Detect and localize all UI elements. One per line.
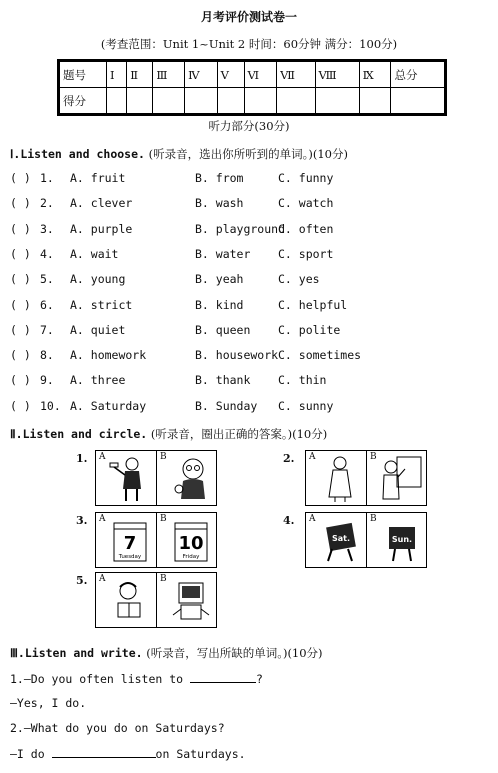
option-letter: A xyxy=(99,514,106,524)
score-cell: Ⅸ xyxy=(359,61,391,88)
picture-3-option-b[interactable] xyxy=(156,513,217,567)
sun-tag: Sun. xyxy=(391,535,413,544)
section-1-instruction: (听录音，选出你所听到的单词。)(10分) xyxy=(148,147,348,161)
girl-reading-icon xyxy=(108,577,152,625)
answer-paren[interactable]: ( ) xyxy=(10,221,31,236)
option-b: B. housework xyxy=(195,348,279,363)
answer-paren[interactable]: ( ) xyxy=(10,196,31,211)
option-b: B. yeah xyxy=(195,272,244,287)
answer-paren[interactable]: ( ) xyxy=(10,348,31,363)
option-b: B. thank xyxy=(195,373,251,388)
option-b: B. kind xyxy=(195,297,244,312)
option-letter: B xyxy=(370,452,377,462)
write-line-3 xyxy=(10,721,225,735)
option-b: B. wash xyxy=(195,196,244,211)
page-title: 月考评价测试卷一 xyxy=(200,10,297,24)
teacher-board-icon xyxy=(379,455,423,503)
option-b: B. playground xyxy=(195,221,286,236)
write-line-4-end: on Saturdays. xyxy=(155,747,246,761)
calendar-icon xyxy=(169,517,213,565)
picture-2-option-b[interactable] xyxy=(366,451,427,505)
girl-icon xyxy=(318,455,362,503)
question-number: 9. xyxy=(40,373,54,388)
section-1-heading xyxy=(10,146,348,162)
question-number: 10. xyxy=(40,398,61,413)
picture-1-label: 1. xyxy=(76,452,88,465)
score-cell: 总分 xyxy=(391,61,446,88)
section-1-title: Ⅰ.Listen and choose. xyxy=(10,147,145,161)
picture-3-label: 3. xyxy=(76,514,88,527)
option-c: C. sunny xyxy=(278,398,334,413)
option-letter: B xyxy=(370,514,377,524)
option-c: C. funny xyxy=(278,171,334,185)
calendar-icon xyxy=(108,517,152,565)
option-a: A. three xyxy=(70,373,126,388)
score-input-cell[interactable] xyxy=(359,88,391,115)
robot-icon xyxy=(169,577,213,625)
question-number: 7. xyxy=(40,322,54,337)
picture-5-option-a[interactable] xyxy=(96,573,156,627)
section-2-instruction: (听录音，圈出正确的答案。)(10分) xyxy=(150,427,328,441)
picture-1-option-a[interactable] xyxy=(96,451,156,505)
section-3-heading xyxy=(10,645,323,661)
option-c: C. yes xyxy=(278,272,320,287)
option-c: C. sport xyxy=(278,246,334,261)
score-input-cell[interactable] xyxy=(217,88,244,115)
option-letter: A xyxy=(99,452,106,462)
write-line-3-text: 2.—What do you do on Saturdays? xyxy=(10,721,225,735)
sat-tag: Sat. xyxy=(331,534,351,543)
score-cell: Ⅴ xyxy=(217,61,244,88)
section-3-instruction: (听录音，写出所缺的单词。)(10分) xyxy=(146,646,323,660)
write-line-2 xyxy=(10,696,86,710)
sat-character-icon xyxy=(318,517,362,565)
score-table xyxy=(57,59,447,116)
exam-scope: (考查范围：Unit 1~Unit 2 时间：60分钟 满分：100分) xyxy=(100,37,398,51)
option-b: B. from xyxy=(195,171,244,185)
picture-5-option-b[interactable] xyxy=(156,573,217,627)
option-a: A. homework xyxy=(70,348,147,363)
picture-1-option-b[interactable] xyxy=(156,451,217,505)
option-b: B. Sunday xyxy=(195,398,258,413)
picture-4-option-b[interactable] xyxy=(366,513,427,567)
teacher-icon xyxy=(108,455,152,503)
score-cell: Ⅵ xyxy=(244,61,277,88)
score-input-cell[interactable] xyxy=(185,88,218,115)
option-a: A. clever xyxy=(70,196,133,211)
option-c: C. helpful xyxy=(278,297,348,312)
picture-1-box xyxy=(95,450,217,506)
score-input-cell[interactable] xyxy=(244,88,277,115)
question-number: 2. xyxy=(40,196,54,211)
score-input-cell[interactable] xyxy=(127,88,153,115)
picture-3-option-a[interactable] xyxy=(96,513,156,567)
picture-4-label: 4. xyxy=(283,514,295,527)
score-input-cell[interactable] xyxy=(107,88,127,115)
write-line-4 xyxy=(10,746,246,761)
option-a: A. young xyxy=(70,272,126,287)
picture-3-box xyxy=(95,512,217,568)
answer-blank-2[interactable] xyxy=(52,746,156,758)
picture-4-box xyxy=(305,512,427,568)
score-input-cell[interactable] xyxy=(315,88,359,115)
score-cell: Ⅰ xyxy=(107,61,127,88)
option-c: C. watch xyxy=(278,196,334,211)
score-cell: Ⅳ xyxy=(185,61,218,88)
question-number: 4. xyxy=(40,246,54,261)
picture-2-label: 2. xyxy=(283,452,295,465)
picture-2-box xyxy=(305,450,427,506)
option-c: C. thin xyxy=(278,373,327,388)
write-line-1-end: ? xyxy=(256,672,263,686)
calendar-b-day: Friday xyxy=(182,554,200,560)
picture-2-option-a[interactable] xyxy=(306,451,366,505)
answer-blank-1[interactable] xyxy=(190,671,256,683)
answer-paren[interactable]: ( ) xyxy=(10,272,31,287)
option-a: A. quiet xyxy=(70,322,126,337)
option-a: A. purple xyxy=(70,221,133,236)
score-cell: Ⅲ xyxy=(153,61,185,88)
section-3-title: Ⅲ.Listen and write. xyxy=(10,646,143,660)
answer-paren[interactable]: ( ) xyxy=(10,322,31,337)
old-man-icon xyxy=(169,455,213,503)
score-table-score-row xyxy=(59,88,446,115)
score-cell: 得分 xyxy=(59,88,107,115)
calendar-b-number: 10 xyxy=(178,533,204,554)
score-input-cell[interactable] xyxy=(277,88,315,115)
question-number: 1. xyxy=(40,171,54,185)
score-table-header-row xyxy=(59,61,446,88)
question-number: 8. xyxy=(40,348,54,363)
option-letter: A xyxy=(309,452,316,462)
write-line-4-text: —I do xyxy=(10,747,52,761)
question-number: 5. xyxy=(40,272,54,287)
answer-paren[interactable]: ( ) xyxy=(10,373,31,388)
option-c: C. often xyxy=(278,221,334,236)
option-letter: B xyxy=(160,514,167,524)
option-c: C. sometimes xyxy=(278,348,362,363)
write-line-1 xyxy=(10,671,263,686)
score-cell: Ⅶ xyxy=(277,61,315,88)
option-a: A. fruit xyxy=(70,171,126,185)
picture-5-label: 5. xyxy=(76,574,88,587)
option-a: A. Saturday xyxy=(70,398,147,413)
section-2-title: Ⅱ.Listen and circle. xyxy=(10,427,148,441)
listening-heading: 听力部分(30分) xyxy=(208,119,290,133)
answer-paren[interactable]: ( ) xyxy=(10,246,31,261)
option-letter: B xyxy=(160,574,167,584)
score-input-cell[interactable] xyxy=(391,88,446,115)
option-letter: A xyxy=(99,574,106,584)
answer-paren[interactable]: ( ) xyxy=(10,398,31,413)
option-letter: A xyxy=(309,514,316,524)
option-letter: B xyxy=(160,452,167,462)
calendar-a-day: Tuesday xyxy=(118,554,142,560)
score-cell: Ⅱ xyxy=(127,61,153,88)
picture-4-option-a[interactable] xyxy=(306,513,366,567)
score-cell: Ⅷ xyxy=(315,61,359,88)
option-b: B. queen xyxy=(195,322,251,337)
calendar-a-number: 7 xyxy=(123,533,137,554)
write-line-2-text: —Yes, I do. xyxy=(10,696,87,710)
section-2-heading xyxy=(10,426,327,442)
question-number: 3. xyxy=(40,221,54,236)
option-b: B. water xyxy=(195,246,251,261)
answer-paren[interactable]: ( ) xyxy=(10,297,31,312)
sun-character-icon xyxy=(379,517,423,565)
write-line-1-text: 1.—Do you often listen to xyxy=(10,672,191,686)
score-input-cell[interactable] xyxy=(153,88,185,115)
option-c: C. polite xyxy=(278,322,341,337)
question-number: 6. xyxy=(40,297,54,312)
answer-paren[interactable]: ( ) xyxy=(10,171,31,185)
option-a: A. wait xyxy=(70,246,119,261)
score-cell: 题号 xyxy=(59,61,107,88)
picture-5-box xyxy=(95,572,217,628)
option-a: A. strict xyxy=(70,297,133,312)
